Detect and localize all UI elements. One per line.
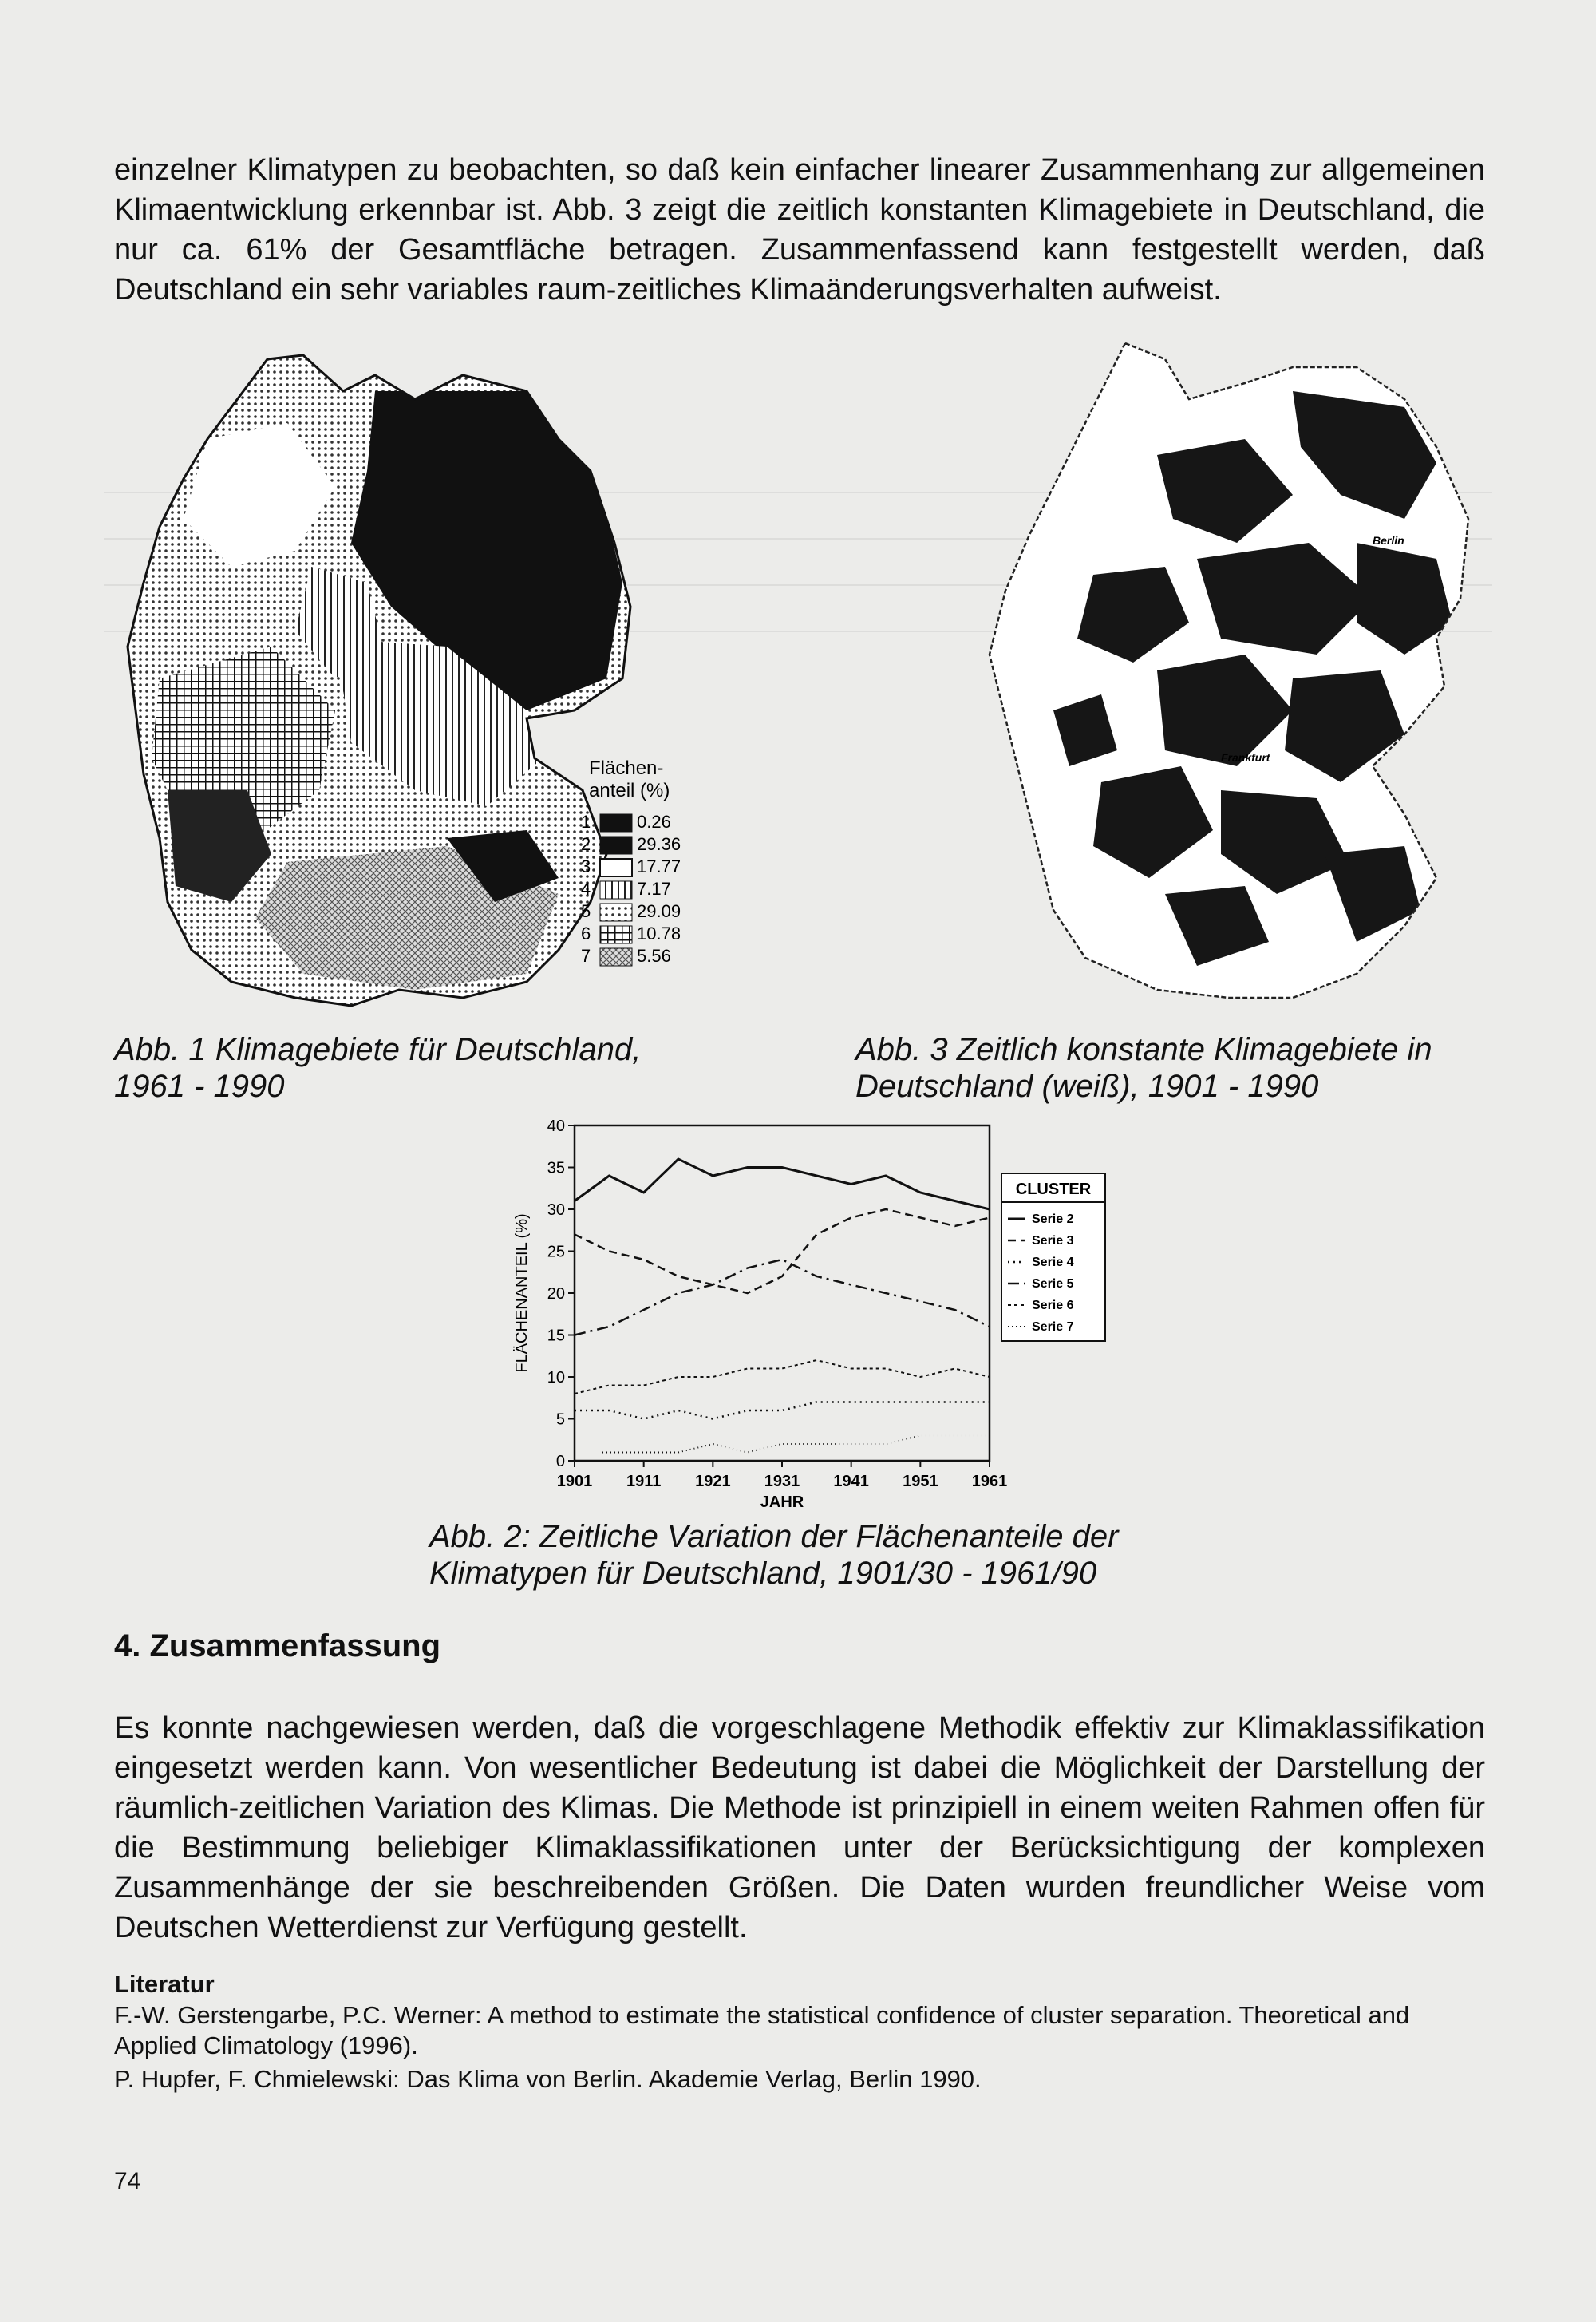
chart-legend-label-2: Serie 2	[1032, 1212, 1074, 1226]
section-4-heading: 4. Zusammenfassung	[114, 1628, 441, 1663]
svg-text:3: 3	[581, 856, 591, 876]
figure-3-map	[958, 335, 1516, 1030]
chart-legend-label-6: Serie 6	[1032, 1299, 1074, 1312]
y-axis-label: FLÄCHENANTEIL (%)	[513, 1213, 531, 1373]
svg-text:10.78: 10.78	[637, 924, 681, 943]
y-tick-label-2: 10	[547, 1369, 565, 1386]
city-label-frankfurt: Frankfurt	[1221, 751, 1270, 764]
legend-swatch-2	[600, 837, 632, 854]
svg-text:4: 4	[581, 879, 591, 899]
legend-swatch-3	[600, 859, 632, 876]
series-line-6	[575, 1360, 990, 1394]
svg-text:29.09: 29.09	[637, 901, 681, 921]
legend-title-line1: Flächen-	[589, 758, 664, 779]
svg-text:1: 1	[581, 812, 591, 832]
svg-text:29.36: 29.36	[637, 834, 681, 854]
y-tick-label-1: 5	[555, 1410, 565, 1429]
svg-text:5.56: 5.56	[637, 946, 671, 966]
literature-heading: Literatur	[114, 1970, 215, 1998]
svg-text:5: 5	[581, 901, 591, 921]
series-line-7	[575, 1436, 990, 1453]
y-tick-label-5: 25	[547, 1243, 565, 1261]
figure-1	[112, 343, 910, 1046]
city-label-berlin: Berlin	[1373, 534, 1404, 547]
x-tick-label-3: 1931	[764, 1473, 800, 1490]
summary-paragraph: Es konnte nachgewiesen werden, daß die vorgeschlagene Methodik effektiv zur Klimaklassifikation eingesetzt werden kann. Von wesentlicher Bedeutung ist dabei die Möglichkeit der Darstellung der räumlich-zeitlichen Variation des Klimas. Die Methode ist prinzipiell in einem weiten Rahmen offen für die Bestimmung beliebiger Klimaklassifikationen unter der Berücksichtigung der komplexen Zusammenhänge der sie beschreibenden Größen. Die Daten wurden freundlicher Weise vom Deutschen Wetterdienst zur Verfügung gestellt.	[114, 1711, 1485, 1944]
series-line-2	[575, 1159, 990, 1209]
x-tick-label-6: 1961	[971, 1473, 1008, 1490]
y-tick-label-6: 30	[547, 1201, 565, 1219]
figure-3	[958, 335, 1516, 1030]
reference-2: P. Hupfer, F. Chmielewski: Das Klima von Berlin. Akademie Verlag, Berlin 1990.	[114, 2065, 982, 2093]
page-number: 74	[114, 2168, 141, 2194]
legend-swatch-6	[600, 926, 632, 943]
plot-frame	[575, 1125, 990, 1461]
figure-2-chart	[479, 1102, 1117, 1517]
legend-swatch-7	[600, 948, 632, 966]
legend-item-5	[581, 901, 681, 921]
legend-swatch-4	[600, 881, 632, 899]
chart-legend-label-4: Serie 4	[1032, 1256, 1074, 1269]
chart-legend-label-7: Serie 7	[1032, 1320, 1074, 1334]
series-line-3	[575, 1209, 990, 1293]
legend-title-line2: anteil (%)	[589, 780, 670, 801]
svg-text:7: 7	[581, 946, 591, 966]
chart-legend-label-3: Serie 3	[1032, 1234, 1074, 1248]
x-axis-label: JAHR	[760, 1493, 804, 1511]
y-tick-label-7: 35	[547, 1159, 565, 1177]
figure-3-caption: Abb. 3 Zeitlich konstante Klimagebiete in Deutschland (weiß), 1901 - 1990	[855, 1032, 1432, 1104]
x-tick-label-2: 1921	[695, 1473, 731, 1490]
y-tick-label-0: 0	[555, 1453, 565, 1470]
x-tick-label-5: 1951	[903, 1473, 938, 1490]
series-line-5	[575, 1260, 990, 1335]
legend-item-7	[581, 946, 671, 966]
chart-svg	[479, 1102, 1117, 1517]
figure-2-caption: Abb. 2: Zeitliche Variation der Flächenanteile der Klimatypen für Deutschland, 1901/30 - 1961/90	[429, 1519, 1119, 1591]
figure-1-caption: Abb. 1 Klimagebiete für Deutschland, 1961 - 1990	[114, 1032, 642, 1104]
legend-item-6	[581, 924, 681, 943]
x-tick-label-1: 1911	[626, 1473, 662, 1490]
y-tick-label-8: 40	[547, 1117, 565, 1135]
svg-text:0.26: 0.26	[637, 812, 671, 832]
y-tick-label-3: 15	[547, 1327, 565, 1345]
svg-text:17.77: 17.77	[637, 856, 681, 876]
series-line-4	[575, 1402, 990, 1419]
svg-text:6: 6	[581, 924, 591, 943]
chart-legend-label-5: Serie 5	[1032, 1277, 1074, 1291]
reference-1: F.-W. Gerstengarbe, P.C. Werner: A method to estimate the statistical confidence of cluster separation. Theoretical and Applied Climatology (1996).	[114, 2001, 1410, 2059]
legend-swatch-1	[600, 814, 632, 832]
x-tick-label-0: 1901	[556, 1473, 593, 1490]
legend-swatch-5	[600, 904, 632, 921]
intro-paragraph: einzelner Klimatypen zu beobachten, so daß kein einfacher linearer Zusammenhang zur allgemeinen Klimaentwicklung erkennbar ist. Abb. 3 zeigt die zeitlich konstanten Klimagebiete in Deutschland, die nur ca. 61% der Gesamtfläche betragen. Zusammenfassend kann festgestellt werden, daß Deutschland ein sehr variables raum-zeitliches Klimaänderungsverhalten aufweist.	[114, 153, 1485, 307]
chart-legend-title: CLUSTER	[1015, 1181, 1092, 1198]
svg-text:7.17: 7.17	[637, 879, 671, 899]
y-tick-label-4: 20	[547, 1285, 565, 1303]
x-tick-label-4: 1941	[833, 1473, 869, 1490]
svg-text:2: 2	[581, 834, 591, 854]
figure-1-map	[112, 343, 910, 1046]
